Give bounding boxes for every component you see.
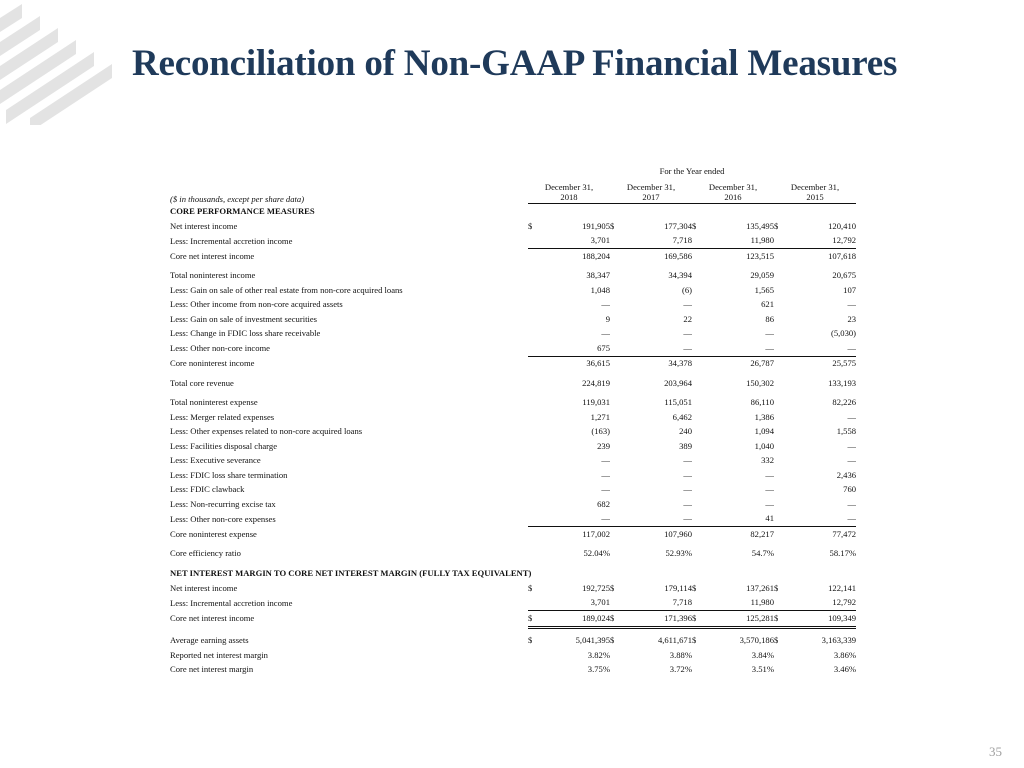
row-label: Less: FDIC loss share termination (170, 469, 288, 480)
currency-symbol (692, 527, 702, 542)
table-row (170, 663, 856, 678)
currency-symbol (692, 483, 702, 498)
currency-symbol: $ (528, 220, 533, 231)
currency-symbol (774, 283, 784, 298)
value-cell: 133,193 (828, 377, 857, 388)
column-header-2016: December 31, 2016 (692, 179, 774, 204)
value-cell: 192,725 (582, 582, 610, 593)
row-label: Less: Incremental accretion income (170, 235, 293, 246)
value-cell: 7,718 (620, 234, 692, 249)
currency-symbol (610, 648, 620, 663)
value-cell: 86,110 (750, 397, 774, 408)
currency-symbol (692, 269, 702, 284)
currency-symbol (610, 596, 620, 611)
value-cell: 150,302 (746, 377, 774, 388)
value-cell: — (765, 469, 774, 480)
row-label: Less: Other non-core income (170, 343, 270, 354)
currency-symbol (528, 327, 538, 342)
table-row (170, 269, 856, 284)
table-row (170, 611, 856, 628)
row-label: Less: Other non-core expenses (170, 513, 276, 524)
currency-symbol (528, 547, 538, 562)
value-cell: — (601, 484, 610, 495)
value-cell: (6) (681, 284, 692, 295)
currency-symbol (610, 283, 620, 298)
currency-symbol (528, 468, 538, 483)
currency-symbol (692, 249, 702, 264)
value-cell: 3.51% (751, 664, 774, 675)
currency-symbol (610, 497, 620, 512)
section-header-row (170, 566, 856, 581)
value-cell: 120,410 (828, 220, 857, 231)
currency-symbol (692, 512, 702, 527)
currency-symbol (692, 596, 702, 611)
row-label: Core noninterest expense (170, 528, 257, 539)
table-row (170, 547, 856, 562)
table-row (170, 312, 856, 327)
logo-stripes-icon (0, 0, 120, 125)
value-cell: 177,304 (664, 220, 692, 231)
value-cell: — (601, 299, 610, 310)
row-label: Less: Merger related expenses (170, 411, 275, 422)
currency-symbol (774, 249, 784, 264)
value-cell: 29,059 (750, 270, 774, 281)
value-cell: 9 (605, 313, 610, 324)
value-cell: 54.7% (751, 548, 774, 559)
value-cell: 58.17% (829, 548, 857, 559)
table-row (170, 234, 856, 249)
currency-symbol (774, 468, 784, 483)
row-label: Core net interest income (170, 613, 255, 624)
currency-symbol: $ (692, 220, 697, 231)
currency-symbol (610, 425, 620, 440)
currency-symbol (774, 312, 784, 327)
currency-symbol (610, 376, 620, 391)
column-header-2018: December 31, 2018 (528, 179, 610, 204)
section-header-row (170, 204, 856, 220)
value-cell: 3.46% (833, 664, 857, 675)
currency-symbol (692, 547, 702, 562)
currency-symbol (610, 341, 620, 356)
value-cell: — (683, 299, 692, 310)
currency-symbol (774, 356, 784, 371)
row-label: Core noninterest income (170, 358, 255, 369)
value-cell: 389 (679, 440, 692, 451)
value-cell: 38,347 (586, 270, 610, 281)
currency-symbol (692, 234, 702, 249)
value-cell: 12,792 (784, 234, 856, 249)
value-cell: 332 (761, 455, 774, 466)
value-cell: (5,030) (830, 328, 857, 339)
value-cell: 3.72% (669, 664, 692, 675)
table-row (170, 219, 856, 234)
currency-symbol (692, 356, 702, 371)
currency-symbol: $ (610, 635, 615, 646)
value-cell: — (683, 484, 692, 495)
value-cell: 36,615 (586, 358, 610, 369)
currency-symbol (528, 269, 538, 284)
value-cell: — (538, 512, 610, 527)
value-cell: 675 (538, 341, 610, 356)
row-label: Less: Change in FDIC loss share receivable (170, 328, 321, 339)
row-label: Total core revenue (170, 377, 234, 388)
currency-symbol (774, 454, 784, 469)
currency-symbol (528, 283, 538, 298)
currency-symbol (692, 468, 702, 483)
currency-symbol (610, 396, 620, 411)
value-cell: 107,618 (828, 250, 857, 261)
table-row (170, 648, 856, 663)
currency-symbol (528, 425, 538, 440)
value-cell: (163) (591, 426, 610, 437)
section-title: NET INTEREST MARGIN TO CORE NET INTEREST MARGIN (FULLY TAX EQUIVALENT) (170, 568, 532, 579)
currency-symbol (528, 298, 538, 313)
value-cell: 188,204 (582, 250, 610, 261)
row-label: Less: Gain on sale of other real estate from non-core acquired loans (170, 284, 403, 295)
currency-symbol (528, 410, 538, 425)
value-cell: 191,905 (582, 220, 610, 231)
value-cell: — (784, 341, 856, 356)
currency-symbol (692, 327, 702, 342)
value-cell: 109,349 (784, 611, 856, 628)
value-cell: 115,051 (664, 397, 692, 408)
currency-symbol (774, 663, 784, 678)
value-cell: 179,114 (664, 582, 692, 593)
currency-symbol (774, 298, 784, 313)
currency-symbol (610, 410, 620, 425)
value-cell: 3,163,339 (821, 635, 857, 646)
value-cell: 5,041,395 (575, 635, 610, 646)
currency-symbol (528, 376, 538, 391)
value-cell: 7,718 (620, 596, 692, 611)
value-cell: 3,570,186 (739, 635, 774, 646)
row-label: Core net interest income (170, 250, 255, 261)
currency-symbol (528, 596, 538, 611)
value-cell: 3,701 (538, 596, 610, 611)
currency-symbol (528, 356, 538, 371)
table-row (170, 512, 856, 527)
table-row (170, 483, 856, 498)
currency-symbol (774, 547, 784, 562)
value-cell: 682 (597, 498, 610, 509)
value-cell: 3,701 (538, 234, 610, 249)
value-cell: 23 (847, 313, 857, 324)
table-row (170, 356, 856, 371)
currency-symbol (692, 312, 702, 327)
value-cell: 1,386 (754, 411, 774, 422)
value-cell: — (847, 299, 857, 310)
value-cell: 1,558 (836, 426, 857, 437)
value-cell: 6,462 (672, 411, 692, 422)
value-cell: 34,378 (668, 358, 692, 369)
value-cell: 77,472 (832, 528, 857, 539)
value-cell: 1,048 (590, 284, 610, 295)
currency-symbol (528, 312, 538, 327)
table-row (170, 341, 856, 356)
currency-symbol (610, 312, 620, 327)
currency-symbol (774, 648, 784, 663)
value-cell: 1,565 (754, 284, 774, 295)
value-cell: 1,040 (754, 440, 774, 451)
currency-symbol (610, 468, 620, 483)
currency-symbol: $ (774, 220, 779, 231)
row-label: Less: Non-recurring excise tax (170, 498, 276, 509)
currency-symbol: $ (692, 635, 697, 646)
currency-symbol (610, 483, 620, 498)
value-cell: 1,094 (754, 426, 774, 437)
currency-symbol (528, 234, 538, 249)
value-cell: 171,396 (620, 611, 692, 628)
page-title: Reconciliation of Non-GAAP Financial Measures (132, 43, 898, 84)
value-cell: — (683, 469, 692, 480)
currency-symbol: $ (528, 611, 538, 628)
table-row (170, 396, 856, 411)
value-cell: — (847, 440, 857, 451)
value-cell: 52.04% (583, 548, 610, 559)
currency-symbol (692, 497, 702, 512)
table-row (170, 249, 856, 264)
currency-symbol (610, 249, 620, 264)
table-row (170, 454, 856, 469)
currency-symbol (774, 425, 784, 440)
value-cell: 137,261 (746, 582, 774, 593)
value-cell: — (620, 512, 692, 527)
row-label: Less: Gain on sale of investment securities (170, 313, 318, 324)
currency-symbol (774, 396, 784, 411)
value-cell: — (847, 411, 857, 422)
value-cell: 82,217 (750, 528, 774, 539)
currency-symbol: $ (692, 582, 697, 593)
currency-symbol (528, 439, 538, 454)
currency-symbol (528, 663, 538, 678)
currency-symbol (774, 269, 784, 284)
value-cell: 3.84% (751, 649, 774, 660)
currency-symbol: $ (692, 611, 702, 628)
row-label: Core efficiency ratio (170, 548, 241, 559)
column-header-2017: December 31, 2017 (610, 179, 692, 204)
currency-symbol: $ (774, 611, 784, 628)
currency-symbol (528, 454, 538, 469)
value-cell: — (702, 341, 774, 356)
value-cell: 107,960 (664, 528, 692, 539)
currency-symbol (610, 663, 620, 678)
value-cell: — (765, 328, 774, 339)
row-label: Net interest income (170, 220, 238, 231)
value-cell: 621 (761, 299, 774, 310)
currency-symbol (528, 527, 538, 542)
row-label: Reported net interest margin (170, 649, 268, 660)
value-cell: 3.88% (669, 649, 692, 660)
row-label: Less: Executive severance (170, 455, 261, 466)
value-cell: 22 (683, 313, 692, 324)
value-cell: 3.82% (587, 649, 610, 660)
column-header-2015: December 31, 2015 (774, 179, 856, 204)
currency-symbol (610, 439, 620, 454)
currency-symbol (610, 454, 620, 469)
value-cell: — (847, 498, 857, 509)
value-cell: 2,436 (836, 469, 857, 480)
table-row (170, 410, 856, 425)
currency-symbol: $ (528, 582, 533, 593)
value-cell: — (765, 498, 774, 509)
currency-symbol (692, 298, 702, 313)
currency-symbol (774, 527, 784, 542)
value-cell: — (765, 484, 774, 495)
currency-symbol (610, 269, 620, 284)
row-label: Less: FDIC clawback (170, 484, 245, 495)
value-cell: 12,792 (784, 596, 856, 611)
units-label: ($ in thousands, except per share data) (170, 193, 305, 204)
currency-symbol (692, 439, 702, 454)
currency-symbol (774, 512, 784, 527)
table-row (170, 298, 856, 313)
value-cell: 239 (597, 440, 610, 451)
row-label: Net interest income (170, 582, 238, 593)
currency-symbol: $ (528, 635, 533, 646)
value-cell: 86 (765, 313, 774, 324)
table-row (170, 581, 856, 596)
currency-symbol (692, 663, 702, 678)
row-label: Total noninterest expense (170, 397, 258, 408)
currency-symbol (774, 341, 784, 356)
currency-symbol: $ (610, 582, 615, 593)
currency-symbol (692, 376, 702, 391)
value-cell: 26,787 (750, 358, 774, 369)
table-row (170, 283, 856, 298)
period-header: For the Year ended (659, 165, 725, 176)
row-label: Less: Facilities disposal charge (170, 440, 278, 451)
currency-symbol: $ (774, 582, 779, 593)
value-cell: 41 (702, 512, 774, 527)
currency-symbol (692, 648, 702, 663)
table-row (170, 439, 856, 454)
value-cell: 240 (679, 426, 692, 437)
currency-symbol (774, 439, 784, 454)
currency-symbol (774, 596, 784, 611)
row-label: Less: Other expenses related to non-core acquired loans (170, 426, 363, 437)
value-cell: — (601, 469, 610, 480)
currency-symbol (528, 483, 538, 498)
currency-symbol (774, 234, 784, 249)
currency-symbol (528, 249, 538, 264)
row-label: Average earning assets (170, 635, 249, 646)
table-row (170, 425, 856, 440)
value-cell: 169,586 (664, 250, 692, 261)
value-cell: 3.86% (833, 649, 857, 660)
value-cell: 117,002 (582, 528, 610, 539)
value-cell: 123,515 (746, 250, 774, 261)
value-cell: — (601, 455, 610, 466)
value-cell: 135,495 (746, 220, 774, 231)
value-cell: — (784, 512, 856, 527)
value-cell: 224,819 (582, 377, 610, 388)
value-cell: 82,226 (832, 397, 857, 408)
reconciliation-table (170, 163, 856, 677)
currency-symbol: $ (610, 611, 620, 628)
currency-symbol (692, 396, 702, 411)
value-cell: — (620, 341, 692, 356)
table-row (170, 497, 856, 512)
currency-symbol (528, 648, 538, 663)
value-cell: 1,271 (590, 411, 610, 422)
value-cell: 122,141 (828, 582, 857, 593)
row-label: Core net interest margin (170, 664, 254, 675)
currency-symbol (692, 341, 702, 356)
value-cell: 52.93% (665, 548, 692, 559)
value-cell: 189,024 (538, 611, 610, 628)
value-cell: 203,964 (664, 377, 692, 388)
currency-symbol: $ (610, 220, 615, 231)
section-title: CORE PERFORMANCE MEASURES (170, 206, 315, 217)
currency-symbol (610, 356, 620, 371)
value-cell: — (601, 328, 610, 339)
row-label: Total noninterest income (170, 270, 256, 281)
currency-symbol (610, 547, 620, 562)
value-cell: — (683, 455, 692, 466)
value-cell: 125,281 (702, 611, 774, 628)
value-cell: 119,031 (582, 397, 610, 408)
currency-symbol (610, 234, 620, 249)
value-cell: 11,980 (702, 234, 774, 249)
value-cell: — (683, 328, 692, 339)
currency-symbol (610, 298, 620, 313)
table-row (170, 527, 856, 542)
currency-symbol (528, 497, 538, 512)
table-row (170, 376, 856, 391)
currency-symbol (692, 425, 702, 440)
currency-symbol (692, 454, 702, 469)
table-row (170, 327, 856, 342)
currency-symbol (610, 327, 620, 342)
value-cell: 760 (843, 484, 857, 495)
value-cell: 107 (843, 284, 857, 295)
value-cell: — (683, 498, 692, 509)
table-row (170, 596, 856, 611)
currency-symbol (610, 527, 620, 542)
row-label: Less: Incremental accretion income (170, 597, 293, 608)
value-cell: 34,394 (668, 270, 692, 281)
currency-symbol (692, 283, 702, 298)
value-cell: 4,611,671 (657, 635, 692, 646)
currency-symbol (528, 512, 538, 527)
value-cell: 25,575 (832, 358, 857, 369)
currency-symbol (774, 410, 784, 425)
currency-symbol (774, 483, 784, 498)
currency-symbol (528, 396, 538, 411)
row-label: Less: Other income from non-core acquired assets (170, 299, 343, 310)
value-cell: 20,675 (832, 270, 857, 281)
currency-symbol (692, 410, 702, 425)
page-number: 35 (989, 744, 1002, 759)
currency-symbol (774, 497, 784, 512)
table-row (170, 468, 856, 483)
currency-symbol (610, 512, 620, 527)
currency-symbol: $ (774, 635, 779, 646)
currency-symbol (774, 376, 784, 391)
value-cell: 11,980 (702, 596, 774, 611)
value-cell: — (847, 455, 857, 466)
currency-symbol (774, 327, 784, 342)
currency-symbol (528, 341, 538, 356)
value-cell: 3.75% (587, 664, 610, 675)
table-row (170, 634, 856, 649)
